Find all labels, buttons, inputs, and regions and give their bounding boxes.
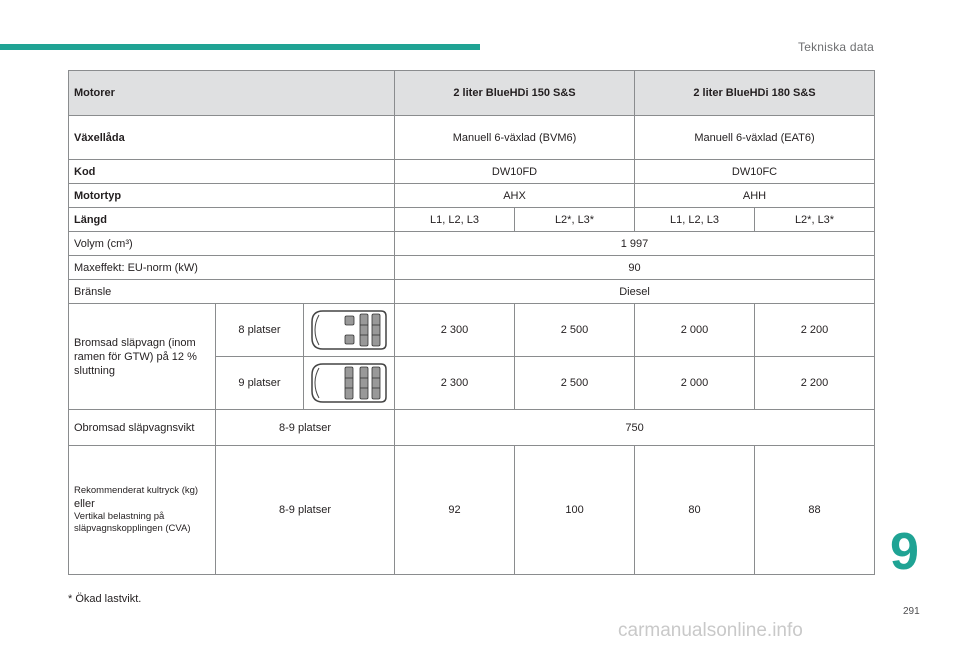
cell-unbraked-seats: 8-9 platser	[216, 410, 395, 446]
table-row	[69, 256, 875, 280]
cell-hitch-load: 92	[395, 446, 515, 575]
footnote: * Ökad lastvikt.	[68, 593, 142, 605]
engine-spec-table	[68, 70, 875, 575]
page-number: 291	[903, 606, 920, 617]
vertical-load-label: Vertikal belastning på släpvagnskopplingen (CVA)	[74, 511, 191, 534]
cell-length: L1, L2, L3	[635, 208, 755, 232]
cell-length: L2*, L3*	[755, 208, 875, 232]
cell-braked-trailer: 2 500	[515, 304, 635, 357]
cell-braked-trailer: 2 000	[635, 304, 755, 357]
table-row	[69, 208, 875, 232]
cell-seats-8: 8 platser	[216, 304, 304, 357]
cell-braked-trailer: 2 200	[755, 304, 875, 357]
row-label-braked-trailer: Bromsad släpvagn (inom ramen för GTW) på 12 % sluttning	[69, 304, 216, 410]
table-row	[69, 410, 875, 446]
hitch-load-or: eller	[74, 498, 95, 510]
header-engine-180: 2 liter BlueHDi 180 S&S	[635, 71, 875, 116]
cell-code-180: DW10FC	[635, 160, 875, 184]
watermark: carmanualsonline.info	[618, 620, 803, 641]
cell-seats-9: 9 platser	[216, 357, 304, 410]
cell-gearbox-180: Manuell 6-växlad (EAT6)	[635, 116, 875, 160]
cell-gearbox-150: Manuell 6-växlad (BVM6)	[395, 116, 635, 160]
cell-hitch-load: 100	[515, 446, 635, 575]
header-motorer: Motorer	[69, 71, 395, 116]
row-label-hitch-load	[69, 446, 216, 575]
row-label-volume: Volym (cm³)	[69, 232, 395, 256]
cell-braked-trailer: 2 300	[395, 357, 515, 410]
cell-code-150: DW10FD	[395, 160, 635, 184]
cell-braked-trailer: 2 300	[395, 304, 515, 357]
cell-engine-type-150: AHX	[395, 184, 635, 208]
cell-length: L1, L2, L3	[395, 208, 515, 232]
cell-braked-trailer: 2 000	[635, 357, 755, 410]
header-engine-150: 2 liter BlueHDi 150 S&S	[395, 71, 635, 116]
cell-power: 90	[395, 256, 875, 280]
cell-unbraked-value: 750	[395, 410, 875, 446]
van-9-seats-icon	[304, 357, 395, 410]
cell-braked-trailer: 2 500	[515, 357, 635, 410]
table-row	[69, 304, 875, 357]
cell-hitch-seats: 8-9 platser	[216, 446, 395, 575]
row-label-gearbox: Växellåda	[69, 116, 395, 160]
table-row	[69, 184, 875, 208]
accent-bar	[0, 44, 480, 50]
cell-length: L2*, L3*	[515, 208, 635, 232]
row-label-code: Kod	[69, 160, 395, 184]
table-row	[69, 446, 875, 575]
row-label-length: Längd	[69, 208, 395, 232]
table-row	[69, 232, 875, 256]
cell-hitch-load: 88	[755, 446, 875, 575]
section-title: Tekniska data	[798, 40, 874, 54]
cell-volume: 1 997	[395, 232, 875, 256]
van-8-seats-icon	[304, 304, 395, 357]
table-header-row	[69, 71, 875, 116]
chapter-number: 9	[890, 523, 919, 581]
table-row	[69, 116, 875, 160]
hitch-load-label: Rekommenderat kultryck (kg)	[74, 485, 199, 496]
cell-braked-trailer: 2 200	[755, 357, 875, 410]
cell-hitch-load: 80	[635, 446, 755, 575]
cell-engine-type-180: AHH	[635, 184, 875, 208]
table-row	[69, 280, 875, 304]
row-label-power: Maxeffekt: EU-norm (kW)	[69, 256, 395, 280]
row-label-unbraked-trailer: Obromsad släpvagnsvikt	[69, 410, 216, 446]
table-row	[69, 160, 875, 184]
row-label-engine-type: Motortyp	[69, 184, 395, 208]
cell-fuel: Diesel	[395, 280, 875, 304]
row-label-fuel: Bränsle	[69, 280, 395, 304]
